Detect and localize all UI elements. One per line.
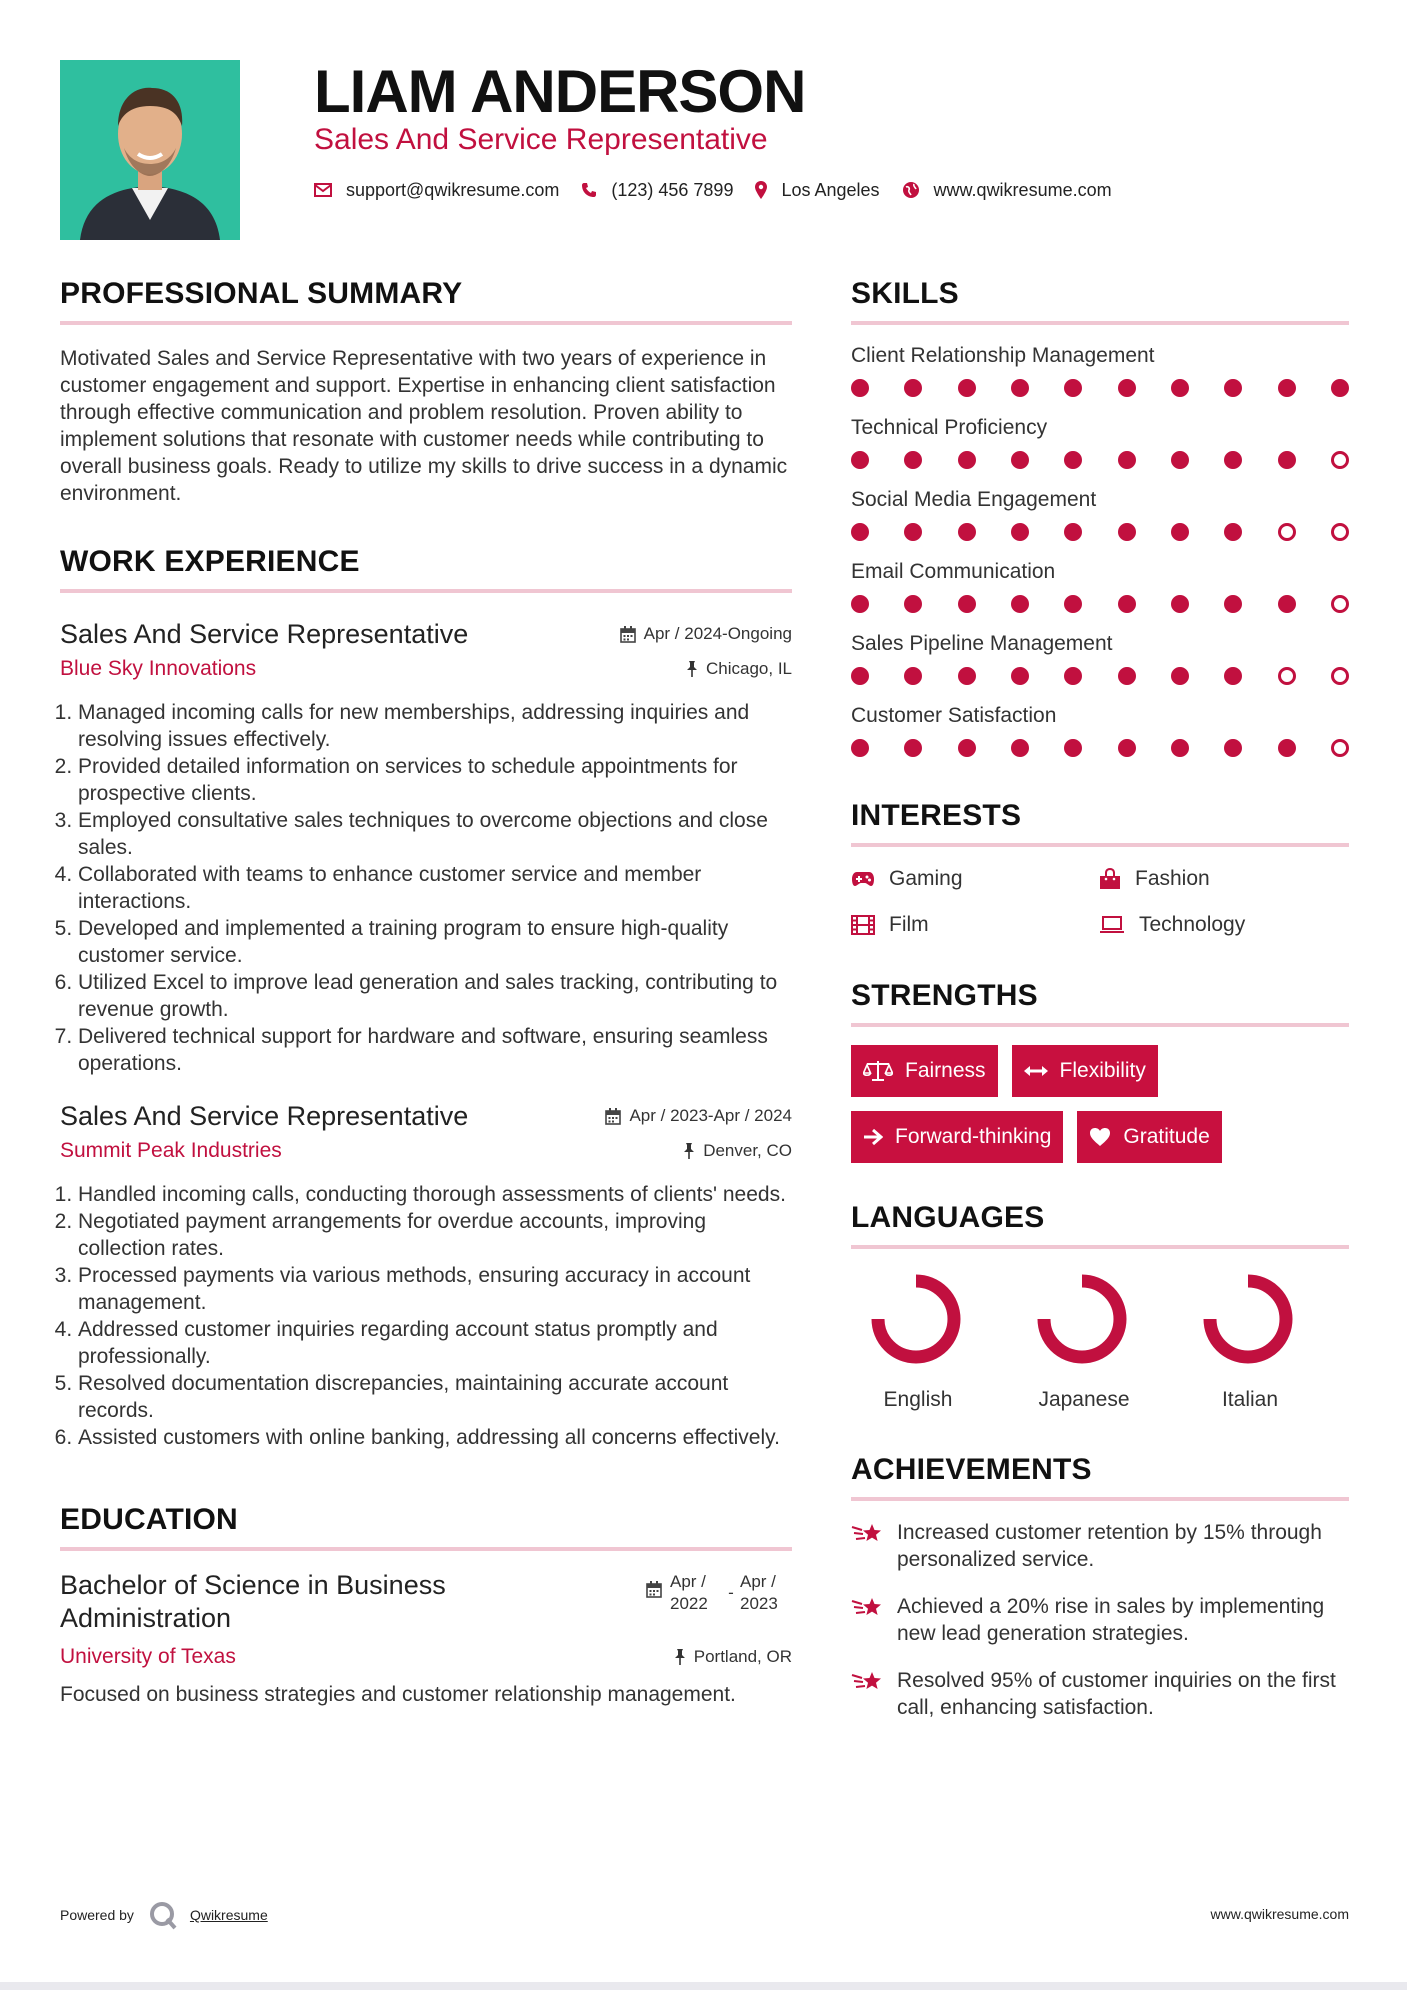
pushpin-icon — [686, 661, 698, 677]
section-divider — [851, 1023, 1349, 1027]
education-location — [674, 1646, 792, 1668]
skill-name: Client Relationship Management — [851, 344, 1155, 367]
rating-dot-filled — [1064, 523, 1082, 541]
skill-rating — [851, 739, 1349, 757]
job-location-text: Denver, CO — [703, 1141, 792, 1160]
strength-chip — [1012, 1045, 1158, 1097]
rating-dot-filled — [958, 667, 976, 685]
footer-powered-by — [60, 1900, 268, 1930]
company-name: Summit Peak Industries — [60, 1139, 282, 1162]
rating-dot-filled — [1064, 379, 1082, 397]
interest-item — [1099, 865, 1349, 893]
education-description: Focused on business strategies and customer relationship management. — [60, 1683, 736, 1706]
rating-dot-filled — [1171, 739, 1189, 757]
rating-dot-filled — [1224, 739, 1242, 757]
language-proficiency-arc — [1210, 1281, 1286, 1357]
achievement-item — [851, 1519, 1349, 1573]
rating-dot-filled — [1171, 451, 1189, 469]
rating-dot-filled — [851, 523, 869, 541]
job-bullet: 1. Managed incoming calls for new memberships, addressing inquiries and resolving issues effectively. — [78, 699, 792, 753]
rating-dot-filled — [1064, 739, 1082, 757]
skill-item — [851, 703, 1349, 757]
achievement-text: Resolved 95% of customer inquiries on the first call, enhancing satisfaction. — [897, 1669, 1336, 1719]
shooting-star-icon — [851, 1595, 885, 1621]
education-location-text: Portland, OR — [693, 1647, 792, 1666]
rating-dot-filled — [1278, 379, 1296, 397]
rating-dot-filled — [1064, 667, 1082, 685]
rating-dot-filled — [1118, 379, 1136, 397]
skills-section — [851, 275, 1349, 757]
job-bullet: 6. Utilized Excel to improve lead generation and sales tracking, contributing to revenue growth. — [78, 969, 792, 1023]
languages-title: LANGUAGES — [851, 1201, 1045, 1234]
language-item — [1017, 1269, 1183, 1413]
bottom-bar — [0, 1982, 1407, 1990]
rating-dot-empty — [1331, 739, 1349, 757]
profile-photo — [60, 60, 240, 240]
skill-name: Customer Satisfaction — [851, 704, 1057, 727]
language-item — [1183, 1269, 1349, 1413]
job-bullet: 1. Handled incoming calls, conducting thorough assessments of clients' needs. — [78, 1181, 792, 1208]
section-divider — [851, 1497, 1349, 1501]
strength-chip — [851, 1111, 1063, 1163]
interest-label: Fashion — [1135, 867, 1210, 890]
interest-item — [1099, 911, 1349, 939]
rating-dot-filled — [1064, 595, 1082, 613]
rating-dot-filled — [1224, 523, 1242, 541]
phone-icon — [581, 182, 597, 198]
contact-row — [314, 178, 1134, 202]
job-location — [683, 1140, 792, 1162]
rating-dot-filled — [851, 667, 869, 685]
job-entry — [60, 617, 792, 1077]
skill-item — [851, 631, 1349, 685]
contact-website-text: www.qwikresume.com — [933, 179, 1112, 200]
pushpin-icon — [683, 1143, 695, 1159]
skill-item — [851, 415, 1349, 469]
rating-dot-filled — [1011, 667, 1029, 685]
rating-dot-filled — [904, 667, 922, 685]
interests-list — [851, 865, 1349, 939]
rating-dot-filled — [1171, 595, 1189, 613]
date-separator: - — [728, 1583, 734, 1602]
language-proficiency-arc — [878, 1281, 954, 1357]
job-bullets — [60, 1181, 792, 1451]
job-bullet: 3. Processed payments via various methods, ensuring accuracy in account management. — [78, 1262, 792, 1316]
calendar-icon — [620, 626, 636, 643]
skill-item — [851, 559, 1349, 613]
rating-dot-filled — [1278, 595, 1296, 613]
job-dates — [620, 623, 792, 645]
summary-text: Motivated Sales and Service Representative with two years of experience in customer engagement and support. Expertise in enhancing client satisfaction through effective communication and problem resolution. Proven ability to implement solutions that resonate with customer needs while contributing to overall business goals. Ready to utilize my skills to drive success in a dynamic environment. — [60, 347, 788, 505]
rating-dot-empty — [1331, 451, 1349, 469]
languages-section — [851, 1199, 1349, 1413]
rating-dot-filled — [851, 451, 869, 469]
language-name: Italian — [1221, 1388, 1279, 1411]
envelope-icon — [314, 183, 332, 197]
qwikresume-logo-icon — [148, 1900, 178, 1930]
rating-dot-filled — [1118, 451, 1136, 469]
job-bullet: 4. Addressed customer inquiries regarding account status promptly and professionally. — [78, 1316, 792, 1370]
achievements-title: ACHIEVEMENTS — [851, 1453, 1092, 1486]
calendar-icon — [605, 1108, 621, 1125]
brand-link[interactable]: Qwikresume — [189, 1907, 268, 1923]
shopping-bag-icon — [1099, 868, 1121, 890]
calendar-icon — [646, 1581, 662, 1598]
skill-item — [851, 487, 1349, 541]
achievement-text: Increased customer retention by 15% through personalized service. — [897, 1521, 1322, 1571]
rating-dot-filled — [1118, 523, 1136, 541]
job-bullet: 5. Developed and implemented a training program to ensure high-quality customer service. — [78, 915, 792, 969]
balance-scale-icon — [863, 1060, 893, 1082]
left-column — [60, 275, 792, 1708]
section-divider — [851, 843, 1349, 847]
strength-chip — [1077, 1111, 1221, 1163]
work-title: WORK EXPERIENCE — [60, 545, 360, 578]
map-pin-icon — [755, 181, 767, 199]
interest-item — [851, 865, 1099, 893]
footer-website[interactable]: www.qwikresume.com — [1210, 1906, 1349, 1922]
section-divider — [60, 321, 792, 325]
education-dates — [646, 1571, 792, 1615]
rating-dot-filled — [958, 595, 976, 613]
rating-dot-filled — [1011, 595, 1029, 613]
arrows-horizontal-icon — [1024, 1064, 1048, 1078]
laptop-icon — [1099, 916, 1125, 934]
job-bullet: 5. Resolved documentation discrepancies, maintaining accurate account records. — [78, 1370, 792, 1424]
language-proficiency-ring — [1198, 1269, 1298, 1369]
education-title: EDUCATION — [60, 1503, 238, 1536]
job-bullets — [60, 699, 792, 1077]
degree-title: Bachelor of Science in Business Administration — [60, 1570, 446, 1633]
rating-dot-filled — [1224, 451, 1242, 469]
rating-dot-filled — [958, 523, 976, 541]
interests-title: INTERESTS — [851, 799, 1022, 832]
rating-dot-filled — [1224, 667, 1242, 685]
rating-dot-filled — [958, 451, 976, 469]
rating-dot-filled — [851, 739, 869, 757]
job-dates — [605, 1105, 792, 1127]
skill-name: Technical Proficiency — [851, 416, 1048, 439]
shooting-star-icon — [851, 1521, 885, 1547]
rating-dot-filled — [1278, 451, 1296, 469]
strengths-section — [851, 977, 1349, 1177]
shooting-star-icon — [851, 1669, 885, 1695]
achievement-text: Achieved a 20% rise in sales by implementing new lead generation strategies. — [897, 1595, 1325, 1645]
film-icon — [851, 915, 875, 935]
rating-dot-filled — [1011, 523, 1029, 541]
strengths-list — [851, 1045, 1349, 1177]
achievements-section — [851, 1451, 1349, 1721]
rating-dot-empty — [1278, 667, 1296, 685]
contact-location — [755, 180, 879, 201]
rating-dot-filled — [1064, 451, 1082, 469]
language-name: English — [883, 1388, 953, 1411]
rating-dot-filled — [1118, 667, 1136, 685]
interests-section — [851, 797, 1349, 939]
rating-dot-filled — [1011, 739, 1029, 757]
language-name: Japanese — [1038, 1388, 1130, 1411]
rating-dot-filled — [1278, 739, 1296, 757]
candidate-role: Sales And Service Representative — [314, 123, 768, 156]
rating-dot-empty — [1331, 595, 1349, 613]
skill-rating — [851, 451, 1349, 469]
language-proficiency-ring — [866, 1269, 966, 1369]
job-bullet: 7. Delivered technical support for hardware and software, ensuring seamless operations. — [78, 1023, 792, 1077]
strength-label: Gratitude — [1123, 1125, 1210, 1148]
strength-label: Forward-thinking — [895, 1125, 1052, 1148]
language-proficiency-arc — [1044, 1281, 1120, 1357]
contact-phone-text: (123) 456 7899 — [611, 179, 734, 200]
strengths-title: STRENGTHS — [851, 979, 1038, 1012]
heart-icon — [1089, 1127, 1111, 1147]
skill-name: Sales Pipeline Management — [851, 632, 1113, 655]
skills-list — [851, 343, 1349, 757]
skills-title: SKILLS — [851, 277, 959, 310]
rating-dot-filled — [1171, 523, 1189, 541]
rating-dot-filled — [851, 595, 869, 613]
rating-dot-filled — [1011, 379, 1029, 397]
rating-dot-filled — [1118, 595, 1136, 613]
company-name: Blue Sky Innovations — [60, 657, 257, 680]
job-location — [686, 658, 792, 680]
contact-phone[interactable] — [581, 180, 733, 201]
rating-dot-filled — [904, 451, 922, 469]
contact-email-text: support@qwikresume.com — [346, 179, 560, 200]
skill-rating — [851, 523, 1349, 541]
job-dates-text: Apr / 2023-Apr / 2024 — [629, 1106, 792, 1125]
skill-name: Email Communication — [851, 560, 1056, 583]
work-section — [60, 543, 792, 1451]
rating-dot-filled — [958, 739, 976, 757]
contact-location-text: Los Angeles — [781, 179, 880, 200]
job-title: Sales And Service Representative — [60, 619, 469, 649]
school-name: University of Texas — [60, 1645, 236, 1668]
education-start: Apr / 2022 — [670, 1572, 708, 1613]
arrow-right-icon — [863, 1128, 883, 1146]
right-column — [851, 275, 1349, 1721]
interest-label: Technology — [1139, 913, 1246, 936]
rating-dot-filled — [1224, 379, 1242, 397]
language-item — [851, 1269, 1017, 1413]
skill-rating — [851, 595, 1349, 613]
strength-label: Fairness — [905, 1059, 986, 1082]
globe-icon — [902, 181, 920, 199]
interest-label: Film — [889, 913, 929, 936]
achievement-item — [851, 1593, 1349, 1647]
strength-chip — [851, 1045, 998, 1097]
candidate-name: LIAM ANDERSON — [314, 58, 806, 125]
interest-item — [851, 911, 1099, 939]
section-divider — [851, 321, 1349, 325]
pushpin-icon — [674, 1649, 686, 1665]
summary-title: PROFESSIONAL SUMMARY — [60, 277, 463, 310]
rating-dot-filled — [904, 523, 922, 541]
summary-section — [60, 275, 792, 507]
rating-dot-filled — [1171, 667, 1189, 685]
contact-website[interactable] — [902, 180, 1112, 201]
achievement-item — [851, 1667, 1349, 1721]
rating-dot-filled — [904, 595, 922, 613]
job-bullet: 4. Collaborated with teams to enhance customer service and member interactions. — [78, 861, 792, 915]
skill-rating — [851, 667, 1349, 685]
rating-dot-empty — [1331, 523, 1349, 541]
rating-dot-filled — [1224, 595, 1242, 613]
rating-dot-empty — [1278, 523, 1296, 541]
rating-dot-filled — [904, 379, 922, 397]
job-location-text: Chicago, IL — [706, 659, 792, 678]
rating-dot-filled — [1331, 379, 1349, 397]
job-title: Sales And Service Representative — [60, 1101, 469, 1131]
rating-dot-filled — [1118, 739, 1136, 757]
section-divider — [851, 1245, 1349, 1249]
job-bullet: 2. Negotiated payment arrangements for overdue accounts, improving collection rates. — [78, 1208, 792, 1262]
section-divider — [60, 589, 792, 593]
education-end: Apr / 2023 — [740, 1572, 778, 1613]
rating-dot-empty — [1331, 667, 1349, 685]
job-dates-text: Apr / 2024-Ongoing — [643, 624, 792, 643]
interest-label: Gaming — [889, 867, 963, 890]
languages-list — [851, 1269, 1349, 1413]
skill-item — [851, 343, 1349, 397]
strength-label: Flexibility — [1059, 1059, 1146, 1082]
job-bullet: 3. Employed consultative sales techniques to overcome objections and close sales. — [78, 807, 792, 861]
rating-dot-filled — [904, 739, 922, 757]
powered-by-label: Powered by — [60, 1907, 134, 1923]
rating-dot-filled — [1171, 379, 1189, 397]
gamepad-icon — [851, 871, 875, 887]
job-entry — [60, 1099, 792, 1451]
job-bullet: 6. Assisted customers with online banking, addressing all concerns effectively. — [78, 1424, 792, 1451]
job-bullet: 2. Provided detailed information on services to schedule appointments for prospective clients. — [78, 753, 792, 807]
skill-name: Social Media Engagement — [851, 488, 1097, 511]
skill-rating — [851, 379, 1349, 397]
contact-email[interactable] — [314, 180, 559, 201]
rating-dot-filled — [1011, 451, 1029, 469]
rating-dot-filled — [958, 379, 976, 397]
education-section — [60, 1501, 792, 1708]
rating-dot-filled — [851, 379, 869, 397]
language-proficiency-ring — [1032, 1269, 1132, 1369]
section-divider — [60, 1547, 792, 1551]
